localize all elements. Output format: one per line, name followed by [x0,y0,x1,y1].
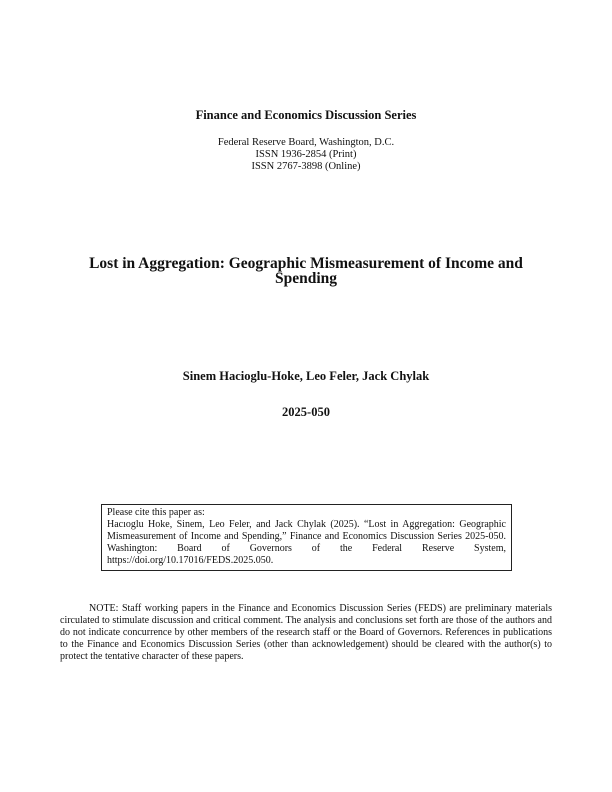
paper-number: 2025-050 [282,405,330,419]
citation-body: Hacıoglu Hoke, Sinem, Leo Feler, and Jack Chylak (2025). “Lost in Aggregation: Geographic Mismeasurement of Income and Spending,” Finance and Economics Discussion Series 2025-050. Washington: Board of Governors of the Federal Reserve System, https://doi.org/10.17016/FEDS.2025.050. [107,519,506,566]
issn-print: ISSN 1936-2854 (Print) [255,149,357,160]
paper-authors: Sinem Hacioglu-Hoke, Leo Feler, Jack Chylak [182,369,430,383]
disclaimer-note: NOTE: Staff working papers in the Finance and Economics Discussion Series (FEDS) are preliminary materials circulated to stimulate discussion and critical comment. The analysis and conclusions set forth are those of the authors and do not indicate concurrence by other members of the research staff or the Board of Governors. References in publications to the Finance and Economics Discussion Series (other than acknowledgement) should be cleared with the author(s) to protect the tentative character of these papers. [60,603,552,662]
paper-title: Lost in Aggregation: Geographic Mismeasurement of Income and Spending [89,255,523,287]
citation-box [101,504,512,571]
series-title: Finance and Economics Discussion Series [195,108,417,122]
publisher-block [0,137,612,173]
issn-online: ISSN 2767-3898 (Online) [251,161,361,172]
publisher-name: Federal Reserve Board, Washington, D.C. [217,137,395,148]
citation-heading: Please cite this paper as: [107,507,205,518]
